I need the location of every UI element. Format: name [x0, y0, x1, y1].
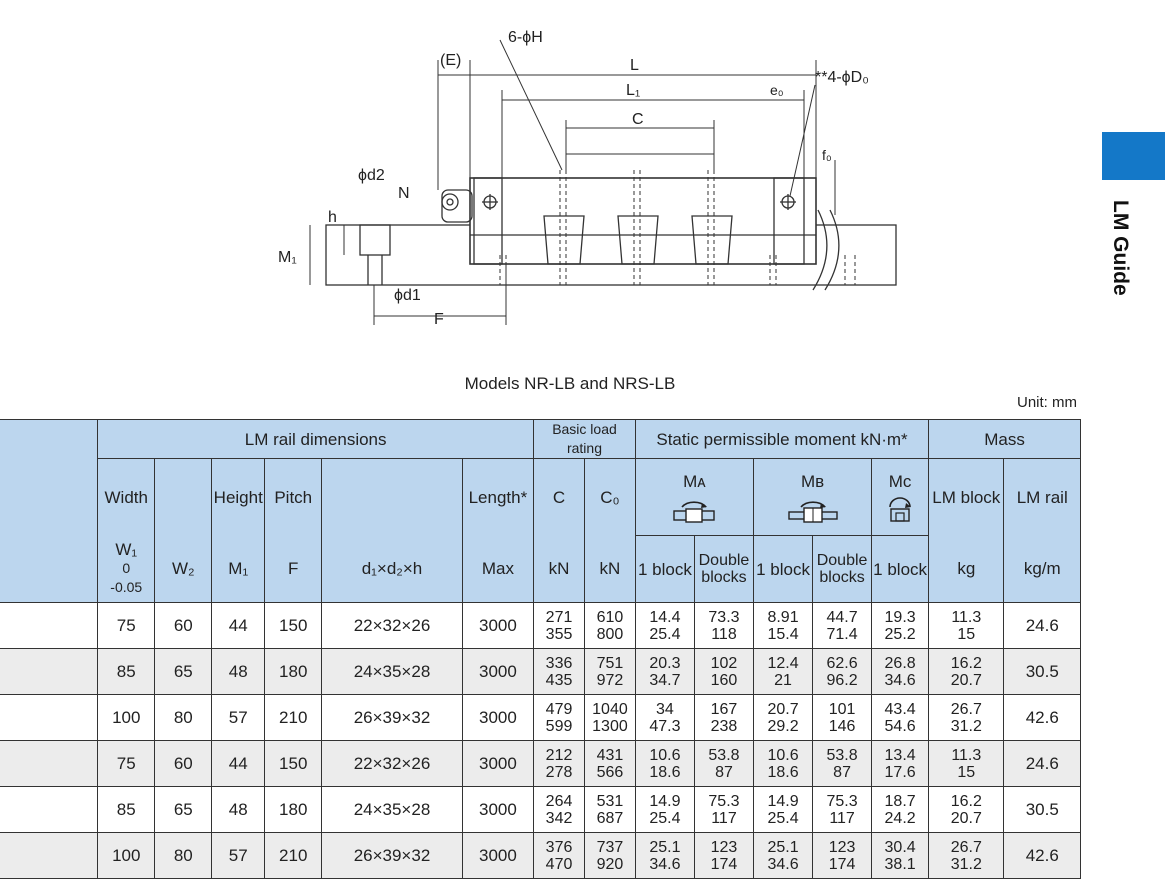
table-caption: Models NR-LB and NRS-LB	[464, 374, 676, 393]
model-cell	[0, 649, 98, 695]
moment-c-icon	[883, 493, 917, 523]
cell-ma2	[694, 649, 753, 695]
cell-mb2-value: 71.4	[826, 625, 858, 643]
cell-f: 180	[265, 649, 322, 695]
cell-ma2-value: 117	[711, 809, 737, 827]
cell-mb2-value: 174	[828, 855, 856, 873]
w2-header: W₂	[155, 536, 212, 603]
cell-mc	[872, 649, 929, 695]
cell-f: 150	[265, 741, 322, 787]
side-tab-label: LM Guide	[1109, 200, 1132, 296]
cell-m1: 48	[212, 787, 265, 833]
cell-mb2-value: 75.3	[826, 792, 858, 810]
cell-mc	[872, 833, 929, 879]
cell-w2: 65	[155, 787, 212, 833]
cell-c0-value: 531	[596, 792, 624, 810]
cell-mb1-value: 18.6	[767, 763, 799, 781]
cell-mb2-value: 62.6	[826, 654, 858, 672]
label-e0: e₀	[770, 82, 784, 98]
cell-dims: 24×35×28	[322, 649, 463, 695]
label-e: (E)	[440, 52, 462, 69]
cell-m1: 48	[212, 649, 265, 695]
cell-mb1-value: 34.6	[767, 855, 799, 873]
cell-blk-value: 31.2	[950, 855, 982, 873]
ma-header	[635, 459, 753, 536]
cell-c0	[584, 833, 635, 879]
cell-w2: 60	[155, 603, 212, 649]
cell-mb2-value: 44.7	[826, 608, 858, 626]
w1-label: W₁	[115, 540, 138, 560]
cell-blk-value: 26.7	[950, 700, 982, 718]
cell-c-value: 376	[545, 838, 573, 856]
cell-c	[534, 741, 585, 787]
cell-rail: 30.5	[1004, 649, 1081, 695]
cell-dims: 22×32×26	[322, 741, 463, 787]
cell-c0-value: 737	[596, 838, 624, 856]
cell-w1: 100	[98, 695, 155, 741]
cell-blk	[929, 787, 1004, 833]
cell-blk-value: 15	[957, 625, 976, 643]
cell-ma2-value: 53.8	[708, 746, 740, 764]
cell-mb2-value: 87	[833, 763, 851, 781]
cell-m1: 57	[212, 695, 265, 741]
cell-mb2	[813, 833, 872, 879]
cell-mc-value: 38.1	[884, 855, 916, 873]
cell-mc-value: 43.4	[884, 700, 916, 718]
moment-a-icon	[664, 493, 724, 523]
model-header-blank	[0, 420, 98, 603]
cell-mc	[872, 695, 929, 741]
cell-mb1	[754, 833, 813, 879]
cell-mb1-value: 20.7	[767, 700, 799, 718]
cell-w2: 80	[155, 833, 212, 879]
cell-f: 210	[265, 695, 322, 741]
cell-ma1-value: 47.3	[649, 717, 681, 735]
cell-w1: 100	[98, 833, 155, 879]
cell-ma2	[694, 833, 753, 879]
ma-1block-header: 1 block	[635, 536, 694, 603]
cell-mc-value: 26.8	[884, 654, 916, 672]
mb-header	[754, 459, 872, 536]
model-cell	[0, 787, 98, 833]
cell-len: 3000	[462, 833, 533, 879]
label-l: L	[630, 57, 639, 74]
w1-header	[98, 536, 155, 603]
model-cell	[0, 603, 98, 649]
cell-mb1-value: 12.4	[767, 654, 799, 672]
cell-mb2-value: 96.2	[826, 671, 858, 689]
pitch-header: Pitch	[265, 459, 322, 536]
cell-mb2-value: 123	[828, 838, 856, 856]
kg-header: kg	[929, 536, 1004, 603]
cell-mc-value: 19.3	[884, 608, 916, 626]
cell-blk-value: 31.2	[950, 717, 982, 735]
cell-c-value: 599	[545, 717, 573, 735]
cell-c0-value: 800	[596, 625, 624, 643]
cell-c	[534, 695, 585, 741]
cell-ma1-value: 20.3	[649, 654, 681, 672]
cell-mb2-value: 146	[828, 717, 856, 735]
cell-m1: 44	[212, 603, 265, 649]
cell-len: 3000	[462, 787, 533, 833]
cell-c0-value: 920	[596, 855, 624, 873]
spec-table	[0, 419, 1081, 879]
cell-blk-value: 20.7	[950, 671, 982, 689]
cell-c0-value: 431	[596, 746, 624, 764]
unit-label: Unit: mm	[1017, 394, 1077, 411]
cell-c-value: 264	[545, 792, 573, 810]
cell-c-value: 479	[545, 700, 573, 718]
height-header: Height	[212, 459, 265, 536]
model-cell	[0, 695, 98, 741]
cell-ma2-value: 118	[711, 625, 737, 643]
cell-mc-value: 24.2	[884, 809, 916, 827]
cell-mc-value: 54.6	[884, 717, 916, 735]
cell-blk	[929, 741, 1004, 787]
cell-mc	[872, 741, 929, 787]
label-4-phi-d0: **4-ϕD₀	[815, 69, 869, 86]
mass-header: Mass	[929, 420, 1081, 459]
cell-c	[534, 787, 585, 833]
cell-c-value: 355	[545, 625, 573, 643]
cell-mb1-value: 21	[774, 671, 792, 689]
cell-mb1	[754, 649, 813, 695]
mc-1block-header: 1 block	[872, 536, 929, 603]
cell-ma1	[635, 649, 694, 695]
mb-double-header: Double blocks	[813, 536, 872, 603]
cell-c-value: 435	[545, 671, 573, 689]
cell-ma1-value: 34.7	[649, 671, 681, 689]
cell-blk	[929, 603, 1004, 649]
cell-ma1-value: 25.1	[649, 838, 681, 856]
cell-c0-value: 1040	[592, 700, 628, 718]
c0-header: C₀	[584, 459, 635, 536]
table-row	[0, 787, 1081, 833]
cell-mb2-value: 117	[829, 809, 855, 827]
label-phi-d1: ϕd1	[394, 287, 421, 304]
cell-mb1	[754, 787, 813, 833]
cell-f: 150	[265, 603, 322, 649]
model-cell	[0, 741, 98, 787]
cell-mb1	[754, 603, 813, 649]
cell-c0-value: 566	[596, 763, 624, 781]
cell-c	[534, 833, 585, 879]
table-row	[0, 695, 1081, 741]
cell-mb2	[813, 787, 872, 833]
cell-ma2-value: 174	[710, 855, 738, 873]
cell-mb1-value: 25.4	[767, 809, 799, 827]
dims-header-top	[322, 459, 463, 536]
cell-len: 3000	[462, 649, 533, 695]
cell-blk-value: 16.2	[950, 792, 982, 810]
load-rating-header: Basic load rating	[534, 420, 636, 459]
cell-len: 3000	[462, 603, 533, 649]
length-header: Length*	[462, 459, 533, 536]
ma-label: Mᴀ	[683, 471, 706, 491]
cell-w1: 75	[98, 603, 155, 649]
cell-rail: 24.6	[1004, 741, 1081, 787]
label-c: C	[632, 111, 644, 128]
cell-ma1-value: 10.6	[649, 746, 681, 764]
lm-guide-drawing	[270, 20, 910, 340]
cell-f: 210	[265, 833, 322, 879]
cell-c0	[584, 741, 635, 787]
mb-1block-header: 1 block	[754, 536, 813, 603]
table-row	[0, 741, 1081, 787]
cell-mb2	[813, 649, 872, 695]
label-f: F	[434, 311, 444, 328]
moment-header: Static permissible moment kN·m*	[635, 420, 928, 459]
cell-w2: 80	[155, 695, 212, 741]
cell-c-value: 336	[545, 654, 573, 672]
mc-label: Mᴄ	[888, 471, 912, 491]
cell-blk-value: 15	[957, 763, 976, 781]
cell-blk-value: 26.7	[950, 838, 982, 856]
cell-mb1-value: 8.91	[767, 608, 799, 626]
c-header: C	[534, 459, 585, 536]
cell-c-value: 278	[545, 763, 573, 781]
cell-dims: 24×35×28	[322, 787, 463, 833]
cell-c	[534, 649, 585, 695]
cell-len: 3000	[462, 741, 533, 787]
cell-c0-value: 610	[596, 608, 624, 626]
cell-ma1	[635, 603, 694, 649]
cell-m1: 57	[212, 833, 265, 879]
width-header: Width	[98, 459, 155, 536]
cell-ma1-value: 14.4	[649, 608, 681, 626]
cell-blk-value: 11.3	[951, 608, 982, 626]
cell-blk-value: 11.3	[951, 746, 982, 764]
c-unit-header: kN	[534, 536, 585, 603]
f-header: F	[265, 536, 322, 603]
cell-mb1-value: 14.9	[767, 792, 799, 810]
cell-ma1-value: 34	[656, 700, 674, 718]
cell-ma2-value: 102	[710, 654, 738, 672]
cell-blk-value: 16.2	[950, 654, 982, 672]
c0-unit-header: kN	[584, 536, 635, 603]
cell-ma2	[694, 603, 753, 649]
cell-ma2-value: 160	[710, 671, 738, 689]
cell-c0	[584, 649, 635, 695]
cell-ma2-value: 75.3	[708, 792, 740, 810]
cell-c0-value: 687	[596, 809, 624, 827]
cell-mb1-value: 25.1	[767, 838, 799, 856]
rail-dims-header: LM rail dimensions	[98, 420, 534, 459]
cell-rail: 42.6	[1004, 695, 1081, 741]
dims-header: d₁×d₂×h	[322, 536, 463, 603]
table-row	[0, 833, 1081, 879]
label-phi-d2: ϕd2	[358, 167, 385, 184]
cell-ma1	[635, 695, 694, 741]
label-f0: f₀	[822, 147, 832, 163]
cell-ma2-value: 238	[710, 717, 738, 735]
cell-mb2	[813, 603, 872, 649]
cell-rail: 42.6	[1004, 833, 1081, 879]
w1-tol-upper: 0	[122, 560, 131, 577]
label-m1: M₁	[278, 249, 297, 266]
cell-ma1-value: 18.6	[649, 763, 681, 781]
cell-ma2-value: 167	[710, 700, 738, 718]
cell-w1: 75	[98, 741, 155, 787]
cell-len: 3000	[462, 695, 533, 741]
cell-ma1-value: 14.9	[649, 792, 681, 810]
cell-mb2	[813, 741, 872, 787]
cell-blk-value: 20.7	[950, 809, 982, 827]
cell-ma2	[694, 695, 753, 741]
label-6-phi-h: 6-ϕH	[508, 29, 543, 46]
model-cell	[0, 833, 98, 879]
cell-mc-value: 30.4	[884, 838, 916, 856]
cell-dims: 22×32×26	[322, 603, 463, 649]
cell-ma1	[635, 787, 694, 833]
cell-c-value: 212	[545, 746, 573, 764]
cell-mc	[872, 787, 929, 833]
label-n: N	[398, 185, 410, 202]
mc-header	[872, 459, 929, 536]
cell-c0-value: 751	[596, 654, 624, 672]
cell-w2: 60	[155, 741, 212, 787]
cell-rail: 24.6	[1004, 603, 1081, 649]
ma-double-header: Double blocks	[694, 536, 753, 603]
cell-c-value: 470	[545, 855, 573, 873]
lm-rail-header: LM rail	[1004, 459, 1081, 536]
cell-ma1-value: 25.4	[649, 625, 681, 643]
cell-mb2-value: 101	[828, 700, 856, 718]
cell-w1: 85	[98, 787, 155, 833]
cell-mc-value: 18.7	[884, 792, 916, 810]
max-header: Max	[462, 536, 533, 603]
cell-c0	[584, 695, 635, 741]
cell-mb1	[754, 695, 813, 741]
cell-f: 180	[265, 787, 322, 833]
cell-mc-value: 17.6	[884, 763, 916, 781]
cell-c0-value: 972	[596, 671, 624, 689]
cell-mb2-value: 53.8	[826, 746, 858, 764]
cell-ma1-value: 34.6	[649, 855, 681, 873]
cell-c	[534, 603, 585, 649]
cell-blk	[929, 833, 1004, 879]
cell-c-value: 271	[545, 608, 573, 626]
cell-rail: 30.5	[1004, 787, 1081, 833]
cell-ma2-value: 73.3	[708, 608, 740, 626]
label-l1: L₁	[626, 82, 641, 99]
cell-c0-value: 1300	[592, 717, 628, 735]
cell-dims: 26×39×32	[322, 833, 463, 879]
label-h: h	[328, 209, 337, 226]
cell-dims: 26×39×32	[322, 695, 463, 741]
w1-tol-lower: -0.05	[110, 579, 143, 596]
cell-mb1-value: 10.6	[767, 746, 799, 764]
cell-mb1-value: 29.2	[767, 717, 799, 735]
cell-w1: 85	[98, 649, 155, 695]
lm-block-header: LM block	[929, 459, 1004, 536]
cell-mb1-value: 15.4	[767, 625, 799, 643]
w2-header-top	[155, 459, 212, 536]
cell-ma2	[694, 741, 753, 787]
cell-w2: 65	[155, 649, 212, 695]
cell-c-value: 342	[545, 809, 573, 827]
cell-c0	[584, 787, 635, 833]
cell-mb1	[754, 741, 813, 787]
cell-ma1	[635, 741, 694, 787]
cell-blk	[929, 649, 1004, 695]
cell-ma1	[635, 833, 694, 879]
cell-m1: 44	[212, 741, 265, 787]
cell-mb2	[813, 695, 872, 741]
table-row	[0, 603, 1081, 649]
moment-b-icon	[783, 493, 843, 523]
cell-ma2-value: 87	[715, 763, 733, 781]
cell-blk	[929, 695, 1004, 741]
cell-ma2	[694, 787, 753, 833]
cell-ma1-value: 25.4	[649, 809, 681, 827]
cell-ma2-value: 123	[710, 838, 738, 856]
m1-header: M₁	[212, 536, 265, 603]
mb-label: Mʙ	[800, 471, 825, 491]
cell-c0	[584, 603, 635, 649]
kgm-header: kg/m	[1004, 536, 1081, 603]
side-tab	[1102, 132, 1165, 180]
cell-mc-value: 13.4	[884, 746, 916, 764]
cell-mc	[872, 603, 929, 649]
table-row	[0, 649, 1081, 695]
cell-mc-value: 34.6	[884, 671, 916, 689]
cell-mc-value: 25.2	[884, 625, 916, 643]
